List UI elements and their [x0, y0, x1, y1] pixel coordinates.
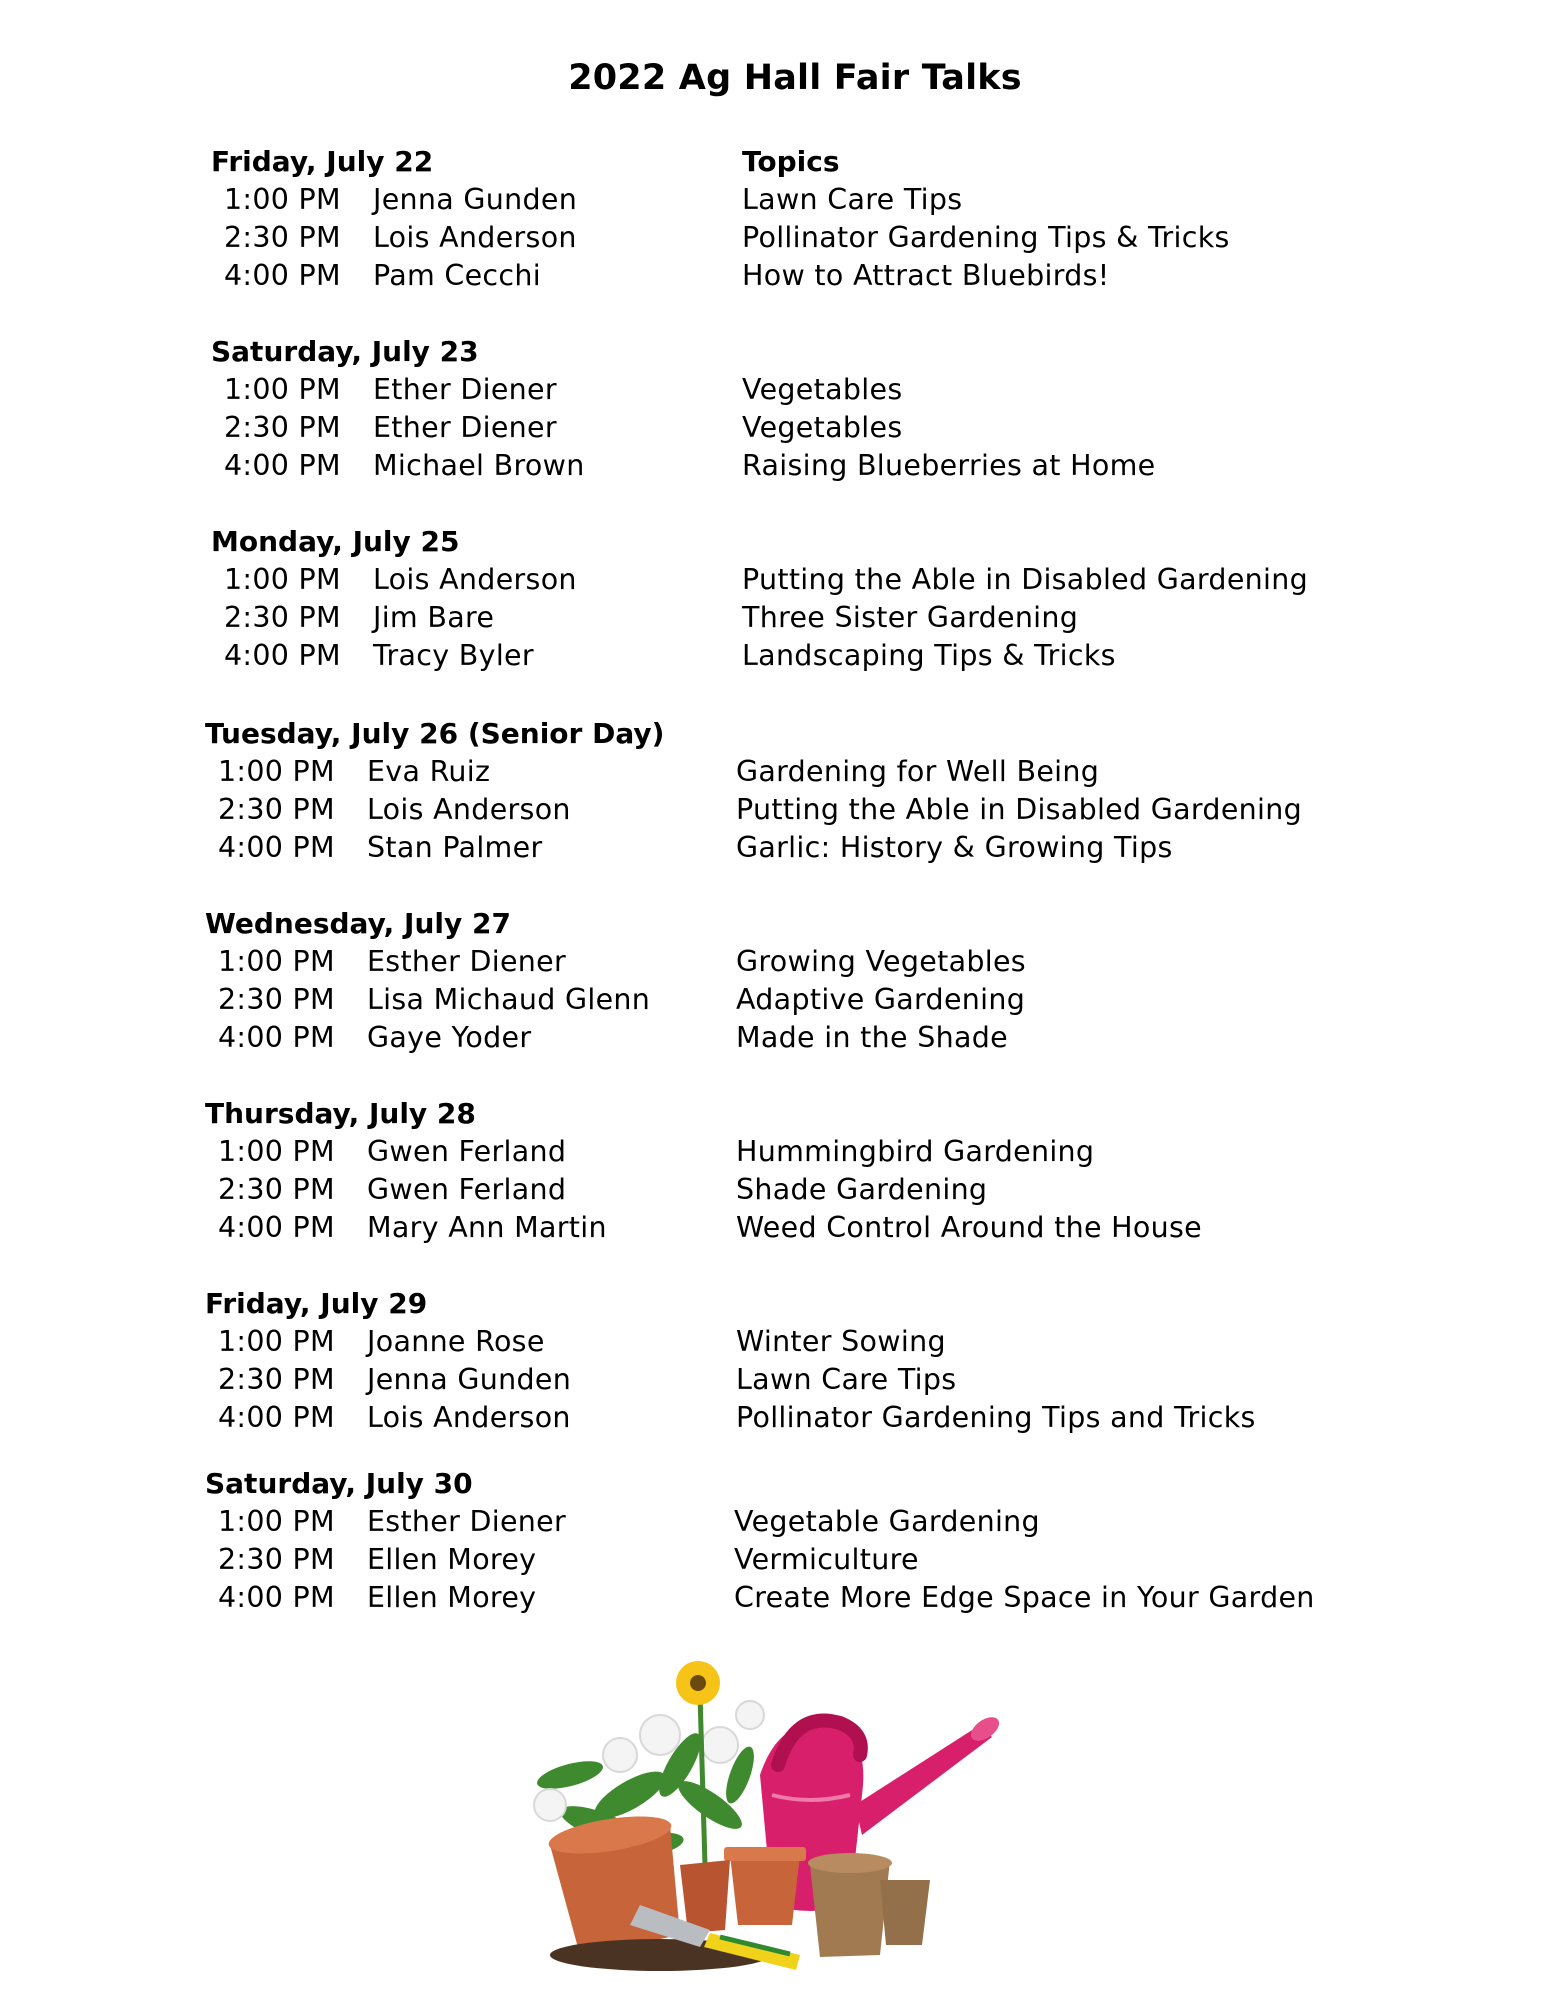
talk-row [0, 1581, 1545, 1619]
day-label: Wednesday, July 27 [205, 907, 511, 940]
talk-speaker: Lois Anderson [373, 221, 577, 254]
talk-row [0, 831, 1545, 869]
talk-time: 4:00 PM [224, 259, 341, 292]
talk-row [0, 563, 1545, 601]
talk-speaker: Stan Palmer [367, 831, 543, 864]
talk-time: 1:00 PM [224, 563, 341, 596]
talk-row [0, 183, 1545, 221]
talk-speaker: Michael Brown [373, 449, 585, 482]
talk-row [0, 1401, 1545, 1439]
day-header [0, 907, 1545, 945]
talk-speaker: Ether Diener [373, 411, 557, 444]
talk-time: 1:00 PM [218, 1505, 335, 1538]
day-label: Friday, July 29 [205, 1287, 428, 1320]
talk-row [0, 259, 1545, 297]
talk-row [0, 1021, 1545, 1059]
talk-speaker: Lois Anderson [367, 1401, 571, 1434]
talk-row [0, 449, 1545, 487]
talk-speaker: Gaye Yoder [367, 1021, 532, 1054]
talk-row [0, 1135, 1545, 1173]
talk-time: 1:00 PM [224, 373, 341, 406]
talk-time: 4:00 PM [218, 1211, 335, 1244]
talk-time: 1:00 PM [218, 755, 335, 788]
talk-topic: Pollinator Gardening Tips and Tricks [736, 1401, 1256, 1434]
page-title: 2022 Ag Hall Fair Talks [568, 58, 1022, 98]
talk-topic: Weed Control Around the House [736, 1211, 1202, 1244]
talk-topic: Adaptive Gardening [736, 983, 1026, 1016]
talk-time: 4:00 PM [224, 639, 341, 672]
day-header [0, 145, 1545, 183]
talk-speaker: Ellen Morey [367, 1581, 537, 1614]
talk-row [0, 373, 1545, 411]
talk-topic: Landscaping Tips & Tricks [742, 639, 1116, 672]
talk-speaker: Lois Anderson [367, 793, 571, 826]
day-header [0, 1287, 1545, 1325]
topics-header: Topics [742, 145, 840, 178]
talk-speaker: Lois Anderson [373, 563, 577, 596]
talk-speaker: Ether Diener [373, 373, 557, 406]
talk-row [0, 1505, 1545, 1543]
talk-topic: Gardening for Well Being [736, 755, 1100, 788]
talk-time: 2:30 PM [224, 411, 341, 444]
talk-time: 1:00 PM [218, 1325, 335, 1358]
day-label: Tuesday, July 26 (Senior Day) [205, 717, 665, 750]
talk-row [0, 755, 1545, 793]
talk-row [0, 1363, 1545, 1401]
talk-row [0, 1325, 1545, 1363]
talk-topic: Vegetables [742, 373, 903, 406]
day-label: Monday, July 25 [211, 525, 460, 558]
talk-time: 4:00 PM [218, 1581, 335, 1614]
day-label: Thursday, July 28 [205, 1097, 476, 1130]
talk-topic: Raising Blueberries at Home [742, 449, 1156, 482]
talk-row [0, 601, 1545, 639]
talk-speaker: Esther Diener [367, 945, 567, 978]
talk-speaker: Jenna Gunden [373, 183, 578, 216]
talk-speaker: Lisa Michaud Glenn [367, 983, 651, 1016]
talk-row [0, 945, 1545, 983]
garden-tools-flowerpots-icon [510, 1655, 1020, 1980]
talk-speaker: Tracy Byler [373, 639, 534, 672]
peat-pot-icon [808, 1853, 930, 1957]
talk-speaker: Mary Ann Martin [367, 1211, 607, 1244]
talk-row [0, 639, 1545, 677]
day-header [0, 335, 1545, 373]
talk-time: 1:00 PM [224, 183, 341, 216]
talk-topic: Winter Sowing [736, 1325, 946, 1358]
talk-time: 1:00 PM [218, 1135, 335, 1168]
talk-topic: Growing Vegetables [736, 945, 1026, 978]
talk-row [0, 1173, 1545, 1211]
day-header [0, 1467, 1545, 1505]
day-label: Saturday, July 30 [205, 1467, 473, 1500]
talk-time: 4:00 PM [218, 1401, 335, 1434]
talk-speaker: Pam Cecchi [373, 259, 541, 292]
talk-row [0, 1543, 1545, 1581]
talk-topic: Made in the Shade [736, 1021, 1008, 1054]
talk-speaker: Joanne Rose [367, 1325, 545, 1358]
talk-row [0, 793, 1545, 831]
talk-topic: Vegetables [742, 411, 903, 444]
talk-topic: Lawn Care Tips [742, 183, 963, 216]
talk-time: 4:00 PM [224, 449, 341, 482]
talk-time: 2:30 PM [218, 1363, 335, 1396]
day-header [0, 525, 1545, 563]
talk-topic: Lawn Care Tips [736, 1363, 957, 1396]
talk-topic: How to Attract Bluebirds! [742, 259, 1110, 292]
talk-time: 2:30 PM [218, 983, 335, 1016]
talk-topic: Putting the Able in Disabled Gardening [742, 563, 1308, 596]
talk-time: 4:00 PM [218, 831, 335, 864]
talk-topic: Putting the Able in Disabled Gardening [736, 793, 1302, 826]
talk-speaker: Eva Ruiz [367, 755, 491, 788]
talk-time: 2:30 PM [224, 221, 341, 254]
talk-speaker: Gwen Ferland [367, 1135, 567, 1168]
talk-row [0, 411, 1545, 449]
talk-speaker: Esther Diener [367, 1505, 567, 1538]
talk-time: 4:00 PM [218, 1021, 335, 1054]
talk-topic: Garlic: History & Growing Tips [736, 831, 1173, 864]
talk-topic: Pollinator Gardening Tips & Tricks [742, 221, 1230, 254]
talk-speaker: Jenna Gunden [367, 1363, 572, 1396]
talk-time: 2:30 PM [218, 793, 335, 826]
day-label: Saturday, July 23 [211, 335, 479, 368]
talk-topic: Shade Gardening [736, 1173, 988, 1206]
talk-topic: Vegetable Gardening [734, 1505, 1040, 1538]
talk-time: 2:30 PM [224, 601, 341, 634]
talk-time: 1:00 PM [218, 945, 335, 978]
talk-topic: Create More Edge Space in Your Garden [734, 1581, 1315, 1614]
day-label: Friday, July 22 [211, 145, 434, 178]
day-header [0, 1097, 1545, 1135]
talk-time: 2:30 PM [218, 1543, 335, 1576]
talk-row [0, 983, 1545, 1021]
talk-topic: Vermiculture [734, 1543, 919, 1576]
talk-row [0, 1211, 1545, 1249]
talk-row [0, 221, 1545, 259]
day-header [0, 717, 1545, 755]
talk-speaker: Jim Bare [373, 601, 495, 634]
talk-speaker: Ellen Morey [367, 1543, 537, 1576]
talk-topic: Hummingbird Gardening [736, 1135, 1095, 1168]
talk-topic: Three Sister Gardening [742, 601, 1079, 634]
talk-time: 2:30 PM [218, 1173, 335, 1206]
talk-speaker: Gwen Ferland [367, 1173, 567, 1206]
